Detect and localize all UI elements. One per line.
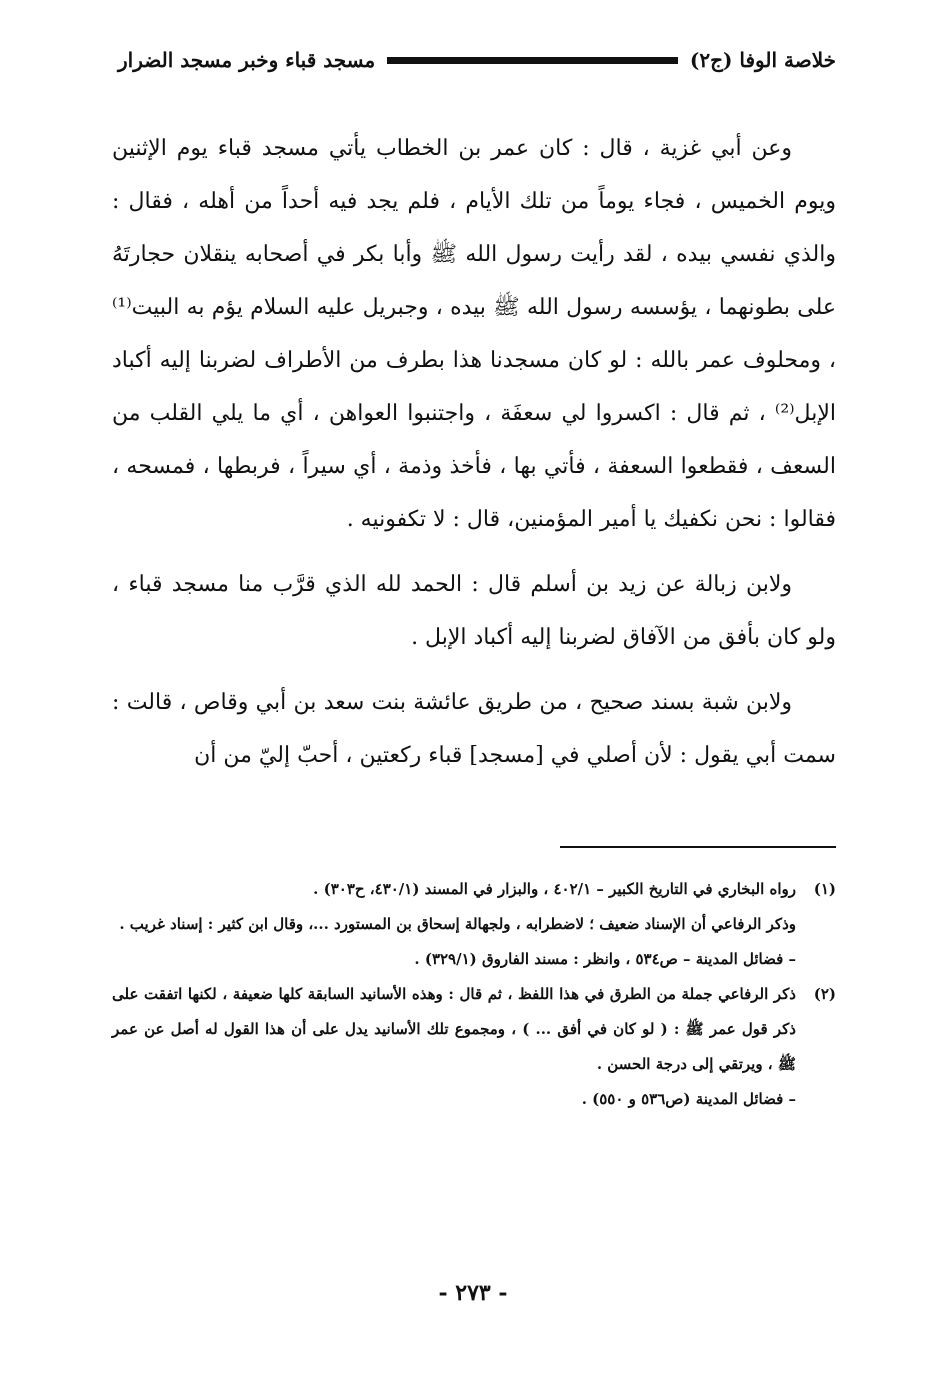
footnote-separator — [560, 846, 836, 848]
footnote — [112, 872, 836, 977]
footnote-line: – فضائل المدينة – ص٥٣٤ ، وانظر : مسند الفاروق (٣٢٩/١) . — [414, 950, 796, 968]
footnote-line: ذكر الرفاعي جملة من الطرق في هذا اللفظ ، ثم قال : وهذه الأسانيد السابقة كلها ضعيفة ، لكنها اتفقت على ذكر قول عمر ﷺ : ( لو كان في أفق ... ) ، ومجموع تلك الأسانيد يدل على أن هذا القول له أصل عن عمر ﷺ ، ويرتقي إلى درجة الحسن . — [112, 985, 796, 1073]
body-paragraph: وعن أبي غزية ، قال : كان عمر بن الخطاب يأتي مسجد قباء يوم الإثنين ويوم الخميس ، فجاء يوماً من تلك الأيام ، فلم يجد فيه أحداً من أهله ، فقال : والذي نفسي بيده ، لقد رأيت رسول الله ﷺ وأبا بكر في أصحابه ينقلان حجارتَهُ على بطونهما ، يؤسسه رسول الله ﷺ بيده ، وجبريل عليه السلام يؤم به البيت⁽¹⁾ ، ومحلوف عمر بالله : لو كان مسجدنا هذا بطرف من الأطراف لضربنا إليه أكباد الإبل⁽²⁾ ، ثم قال : اكسروا لي سعفَة ، واجتنبوا العواهن ، أي ما يلي القلب من السعف ، فقطعوا السعفة ، فأتي بها ، فأخذ وذمة ، أي سيراً ، فربطها ، فمسحه ، فقالوا : نحن نكفيك يا أمير المؤمنين، قال : لا تكفونيه . — [112, 136, 836, 532]
footnote-number: (١) — [813, 880, 836, 898]
main-text — [112, 122, 836, 782]
footnote-line: وذكر الرفاعي أن الإسناد ضعيف ؛ لاضطرابه ، ولجهالة إسحاق بن المستورد ...، وقال ابن كثير : إسناد غريب . — [119, 915, 796, 933]
footnote-number: (٢) — [813, 985, 836, 1003]
footnote-line: – فضائل المدينة (ص٥٣٦ و ٥٥٠) . — [581, 1090, 796, 1108]
header-rule — [387, 57, 678, 64]
footnotes — [112, 872, 836, 1117]
footnote-line: رواه البخاري في التاريخ الكبير – ٤٠٢/١ ، والبزار في المسند (٤٣٠/١، ح٣٠٣) . — [313, 880, 796, 898]
body-paragraph: ولابن زبالة عن زيد بن أسلم قال : الحمد لله الذي قرَّب منا مسجد قباء ، ولو كان بأفق من الآفاق لضربنا إليه أكباد الإبل . — [112, 572, 836, 650]
header-chapter-title: مسجد قباء وخبر مسجد الضرار — [118, 48, 376, 72]
header-book-title: خلاصة الوفا (ج٢) — [689, 48, 836, 72]
running-header — [118, 48, 836, 72]
body-paragraph: ولابن شبة بسند صحيح ، من طريق عائشة بنت سعد بن أبي وقاص ، قالت : سمت أبي يقول : لأن أصلي في [مسجد] قباء ركعتين ، أحبّ إليّ من أن — [112, 690, 836, 768]
page-number: - ٢٧٣ - — [438, 1280, 508, 1306]
footnote — [112, 977, 836, 1117]
